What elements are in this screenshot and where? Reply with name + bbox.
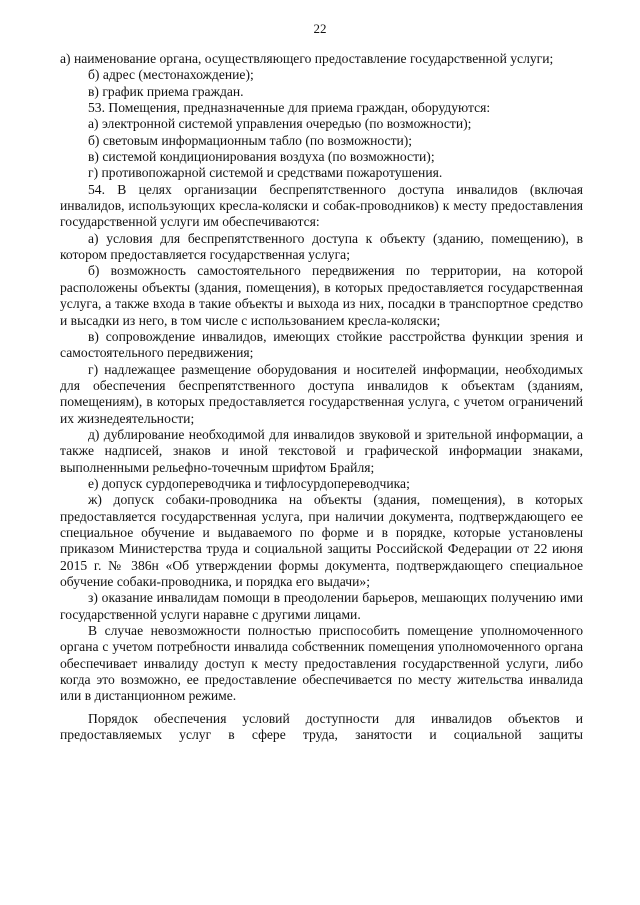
paragraph-54-z: з) оказание инвалидам помощи в преодолении барьеров, мешающих получению ими государственной услуги наравне с другими лицами. — [60, 590, 583, 622]
paragraph-53-g: г) противопожарной системой и средствами пожаротушения. — [88, 165, 443, 181]
paragraph-54-zh: ж) допуск собаки-проводника на объекты (здания, помещения), в которых предоставляется государственная услуга, при наличии документа, подтверждающего ее специальное обучение и выдаваемого по форме и в порядке, которые установлены приказом Министерства труда и социальной защиты Российской Федерации от 22 июня 2015 г. № 386н «Об утверждении формы документа, подтверждающего специальное обучение собаки-проводника, и порядка его выдачи»; — [60, 492, 583, 589]
page-number: 22 — [313, 21, 327, 36]
paragraph-53-v: в) системой кондиционирования воздуха (по возможности); — [88, 149, 435, 165]
paragraph-54: 54. В целях организации беспрепятственного доступа инвалидов (включая инвалидов, использующих кресла-коляски и собак-проводников) к месту предоставления государственной услуги им обеспечиваются: — [60, 181, 583, 230]
document-body — [60, 51, 583, 743]
paragraph-53-b: б) световым информационным табло (по возможности); — [88, 132, 413, 148]
paragraph-impossibility: В случае невозможности полностью приспособить помещение уполномоченного органа с учетом потребности инвалида собственник помещения уполномоченного органа обеспечивает инвалиду доступ к месту предоставления государственной услуги, либо когда это возможно, ее предоставление обеспечивается по месту жительства инвалида или в дистанционном режиме. — [60, 623, 583, 704]
paragraph-b-address: б) адрес (местонахождение); — [88, 67, 254, 83]
paragraph-53-a: а) электронной системой управления очередью (по возможности); — [88, 116, 472, 132]
paragraph-54-e: е) допуск сурдопереводчика и тифлосурдопереводчика; — [88, 475, 410, 491]
paragraph-54-d: д) дублирование необходимой для инвалидов звуковой и зрительной информации, а также надписей, знаков и иной текстовой и графической информации знаками, выполненными рельефно-точечным шрифтом Брайля; — [60, 426, 583, 475]
paragraph-a-name: а) наименование органа, осуществляющего предоставление государственной услуги; — [60, 51, 554, 66]
paragraph-54-a: а) условия для беспрепятственного доступа к объекту (зданию, помещению), в котором предоставляется государственная услуга; — [60, 230, 583, 263]
paragraph-54-b: б) возможность самостоятельного передвижения по территории, на которой расположены объекты (здания, помещения), в которых предоставляется государственная услуга, а также входа в такие объекты и выхода из них, посадки в транспортное средство и высадки из него, в том числе с использованием кресла-коляски; — [60, 263, 583, 328]
paragraph-accessibility-procedure: Порядок обеспечения условий доступности для инвалидов объектов и предоставляемых услуг в сфере труда, занятости и социальной защиты — [60, 710, 583, 743]
paragraph-54-v: в) сопровождение инвалидов, имеющих стойкие расстройства функции зрения и самостоятельного передвижения; — [60, 328, 583, 361]
paragraph-53: 53. Помещения, предназначенные для приема граждан, оборудуются: — [88, 100, 491, 116]
paragraph-v-schedule: в) график приема граждан. — [88, 83, 244, 99]
paragraph-54-g: г) надлежащее размещение оборудования и носителей информации, необходимых для обеспечения беспрепятственного доступа инвалидов к объектам (зданиям, помещениям), в которых предоставляется государственная услуга, с учетом ограничений их жизнедеятельности; — [60, 361, 583, 426]
